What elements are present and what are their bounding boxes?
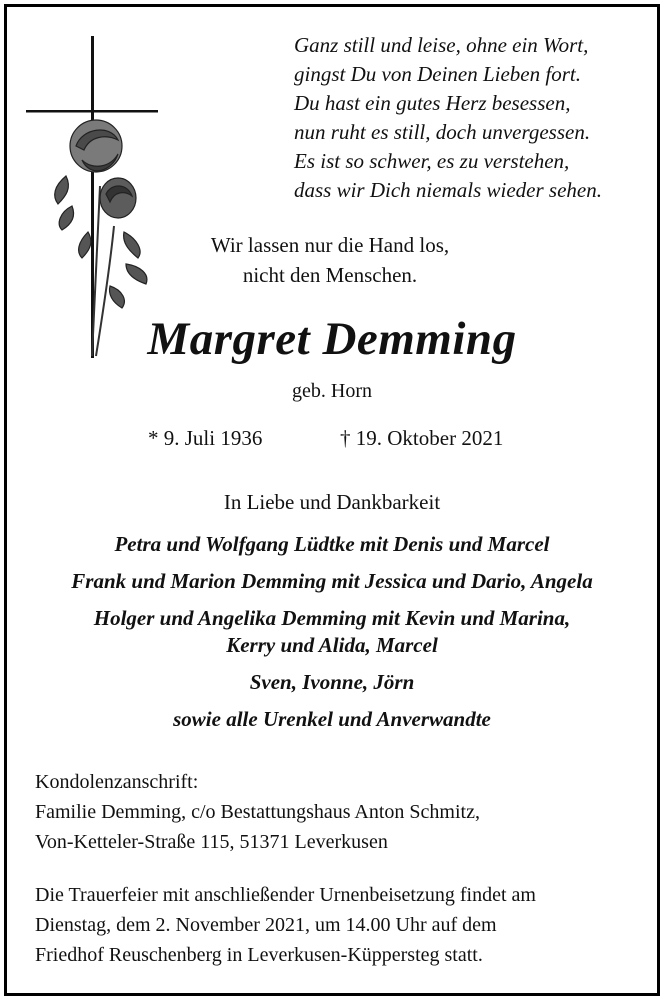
deceased-name: Margret Demming: [147, 313, 517, 365]
address-line: Familie Demming, c/o Bestattungshaus Anton Schmitz,: [35, 801, 480, 823]
poem-line: Ganz still und leise, ohne ein Wort,: [294, 33, 589, 57]
mourner-group: [0, 605, 664, 659]
quote-line: Wir lassen nur die Hand los,: [210, 233, 450, 257]
poem-line: nun ruht es still, doch unvergessen.: [294, 120, 591, 144]
service-line: Dienstag, dem 2. November 2021, um 14.00 Uhr auf dem: [35, 914, 497, 936]
maiden-name: geb. Horn: [292, 380, 372, 402]
mourner-line: Frank und Marion Demming mit Jessica und Dario, Angela: [71, 569, 593, 593]
mourner-group: [0, 669, 664, 696]
service-line: Die Trauerfeier mit anschließender Urnenbeisetzung findet am: [35, 884, 536, 906]
address-line: Von-Ketteler-Straße 115, 51371 Leverkusen: [35, 831, 388, 853]
mourner-line: Holger und Angelika Demming mit Kevin und Marina,: [93, 606, 571, 630]
mourner-line: Sven, Ivonne, Jörn: [249, 670, 415, 694]
poem-line: Es ist so schwer, es zu verstehen,: [294, 149, 570, 173]
address-line: Kondolenzanschrift:: [35, 771, 199, 793]
quote: [160, 230, 500, 290]
death-date: † 19. Oktober 2021: [340, 426, 504, 450]
poem-line: gingst Du von Deinen Lieben fort.: [294, 62, 581, 86]
mourners-list: [0, 531, 664, 743]
quote-line: nicht den Menschen.: [242, 263, 418, 287]
mourner-group: [0, 706, 664, 733]
condolence-address: [35, 767, 480, 857]
mourners-intro: In Liebe und Dankbarkeit: [223, 490, 441, 514]
mourner-line: Petra und Wolfgang Lüdtke mit Denis und Marcel: [114, 532, 550, 556]
mourner-line: Kerry und Alida, Marcel: [226, 633, 438, 657]
poem: [294, 31, 634, 205]
cross-icon: [26, 36, 158, 358]
service-line: Friedhof Reuschenberg in Leverkusen-Küppersteg statt.: [35, 944, 483, 966]
poem-line: Du hast ein gutes Herz besessen,: [294, 91, 571, 115]
birth-date: * 9. Juli 1936: [148, 426, 263, 450]
mourner-group: [0, 568, 664, 595]
poem-line: dass wir Dich niemals wieder sehen.: [294, 178, 602, 202]
mourner-line: sowie alle Urenkel und Anverwandte: [173, 707, 491, 731]
mourner-group: [0, 531, 664, 558]
service-info: [35, 880, 536, 970]
